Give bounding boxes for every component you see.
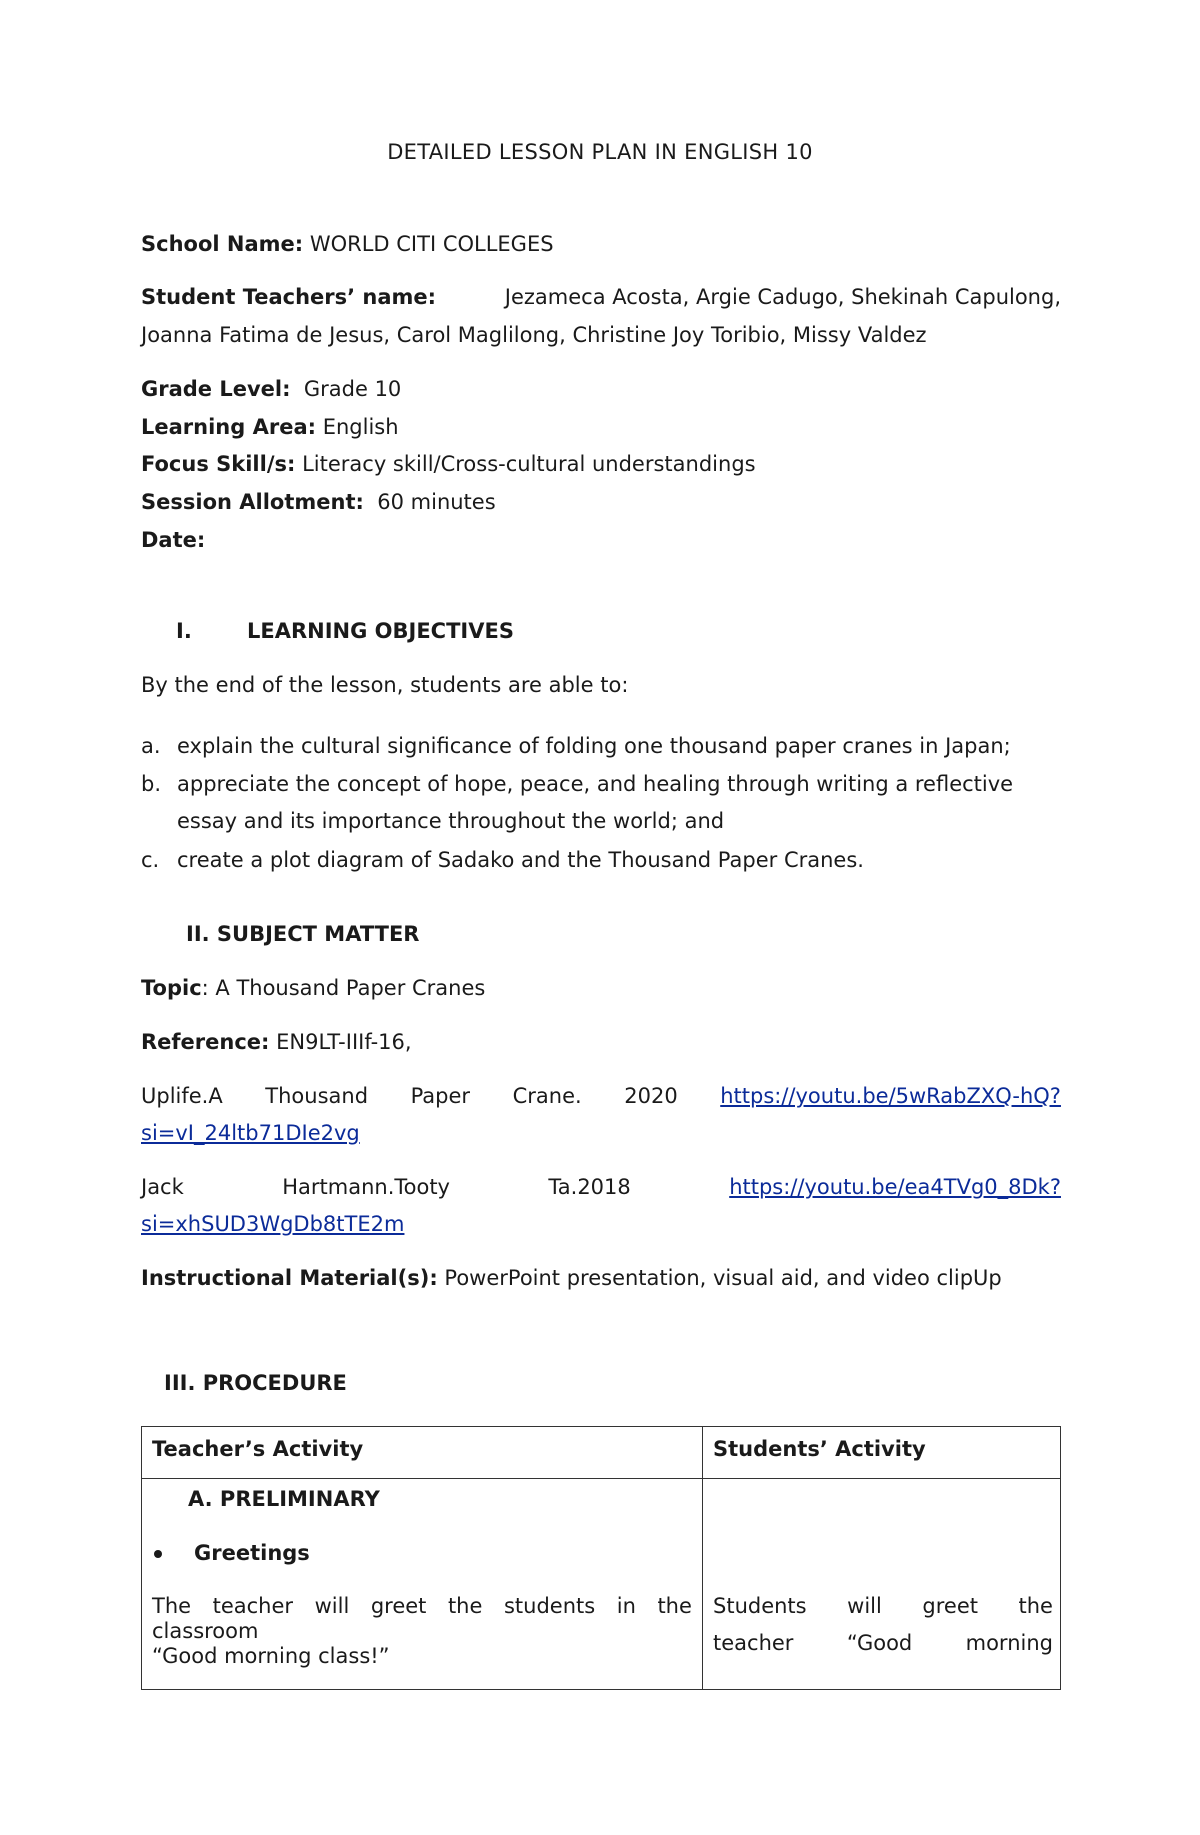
learning-area-line xyxy=(141,415,399,439)
objectives-numeral: I. xyxy=(176,619,192,643)
focus-skill-value: Literacy skill/Cross-cultural understandings xyxy=(302,452,756,476)
ref2-word: Hartmann.Tooty xyxy=(282,1175,450,1199)
subject-matter-heading: II. SUBJECT MATTER xyxy=(186,922,420,946)
teacher-word: in xyxy=(616,1594,636,1618)
greetings-line xyxy=(154,1541,310,1565)
date-line xyxy=(141,528,205,552)
reference-1-line xyxy=(141,1084,1061,1108)
materials-line xyxy=(141,1266,1002,1290)
school-name-label: School Name: xyxy=(141,232,304,256)
topic-line xyxy=(141,976,485,1000)
school-name-line xyxy=(141,232,554,256)
student-teachers-value-1: Jezameca Acosta, Argie Cadugo, Shekinah Capulong, xyxy=(504,285,1061,309)
teacher-word: The xyxy=(152,1594,192,1618)
objectives-intro: By the end of the lesson, students are able to: xyxy=(141,673,629,697)
grade-level-line xyxy=(141,377,401,401)
students-activity-cell xyxy=(703,1479,1061,1690)
reference-line xyxy=(141,1030,412,1054)
reference-1-line-2 xyxy=(141,1121,360,1145)
student-teachers-line xyxy=(141,285,1061,309)
materials-value: PowerPoint presentation, visual aid, and video clipUp xyxy=(444,1266,1002,1290)
student-word: “Good xyxy=(846,1631,913,1655)
topic-label: Topic xyxy=(141,976,202,1000)
student-word: morning xyxy=(965,1631,1053,1655)
teacher-word: greet xyxy=(370,1594,427,1618)
materials-label: Instructional Material(s): xyxy=(141,1266,438,1290)
objective-marker: c. xyxy=(141,848,160,872)
learning-area-label: Learning Area: xyxy=(141,415,317,439)
grade-level-label: Grade Level: xyxy=(141,377,291,401)
reference-2-line xyxy=(141,1175,1061,1199)
date-label: Date: xyxy=(141,528,206,552)
objective-marker: b. xyxy=(141,772,162,796)
objective-text: explain the cultural significance of folding one thousand paper cranes in Japan; xyxy=(177,734,1011,758)
focus-skill-line xyxy=(141,452,756,476)
procedure-heading: III. PROCEDURE xyxy=(164,1371,347,1395)
teacher-text-line-1 xyxy=(152,1594,692,1618)
table-header-row xyxy=(142,1427,1061,1479)
learning-area-value: English xyxy=(322,415,399,439)
session-allotment-label: Session Allotment: xyxy=(141,490,364,514)
student-teachers-value-2: Joanna Fatima de Jesus, Carol Maglilong, Christine Joy Toribio, Missy Valdez xyxy=(141,323,927,347)
procedure-table xyxy=(141,1426,1061,1690)
teacher-word: will xyxy=(314,1594,350,1618)
teacher-activity-cell xyxy=(142,1479,703,1690)
teacher-text-line-2: classroom xyxy=(152,1619,259,1643)
focus-skill-label: Focus Skill/s: xyxy=(141,452,296,476)
objective-text: appreciate the concept of hope, peace, and healing through writing a reflective xyxy=(177,772,1014,796)
objective-text-cont: essay and its importance throughout the world; and xyxy=(177,809,725,833)
student-word: greet xyxy=(922,1594,978,1618)
reference-2-line-2 xyxy=(141,1212,404,1236)
ref1-word: 2020 xyxy=(624,1084,678,1108)
teacher-word: the xyxy=(447,1594,483,1618)
teacher-text-line-3: “Good morning class!” xyxy=(152,1644,390,1668)
student-teachers-label: Student Teachers’ name: xyxy=(141,285,437,309)
ref1-word: Crane. xyxy=(512,1084,582,1108)
student-word: will xyxy=(847,1594,882,1618)
reference-value: EN9LT-IIIf-16, xyxy=(276,1030,412,1054)
objective-text: create a plot diagram of Sadako and the Thousand Paper Cranes. xyxy=(177,848,864,872)
document-title: DETAILED LESSON PLAN IN ENGLISH 10 xyxy=(387,140,813,164)
reference-2-link[interactable]: https://youtu.be/ea4TVg0_8Dk? xyxy=(729,1175,1061,1199)
session-allotment-value: 60 minutes xyxy=(377,490,496,514)
table-header-cell xyxy=(142,1427,703,1479)
ref1-word: Thousand xyxy=(265,1084,369,1108)
topic-value: : A Thousand Paper Cranes xyxy=(201,976,486,1000)
ref2-word: Jack xyxy=(141,1175,184,1199)
teacher-word: students xyxy=(503,1594,596,1618)
reference-1-link-cont[interactable]: si=vI_24ltb71DIe2vg xyxy=(141,1121,360,1145)
session-allotment-line xyxy=(141,490,496,514)
table-header-cell xyxy=(703,1427,1061,1479)
objective-marker: a. xyxy=(141,734,161,758)
column-header-teacher: Teacher’s Activity xyxy=(152,1437,364,1461)
student-text-line-2 xyxy=(713,1631,1053,1655)
ref1-word: Paper xyxy=(410,1084,471,1108)
reference-label: Reference: xyxy=(141,1030,270,1054)
objectives-heading: LEARNING OBJECTIVES xyxy=(247,619,514,643)
student-word: the xyxy=(1018,1594,1053,1618)
student-text-line-1 xyxy=(713,1594,1053,1618)
grade-level-value: Grade 10 xyxy=(303,377,402,401)
reference-1-link[interactable]: https://youtu.be/5wRabZXQ-hQ? xyxy=(720,1084,1061,1108)
student-word: teacher xyxy=(713,1631,794,1655)
teacher-word: teacher xyxy=(212,1594,294,1618)
school-name-value: WORLD CITI COLLEGES xyxy=(309,232,554,256)
ref1-word: Uplife.A xyxy=(141,1084,223,1108)
ref2-word: Ta.2018 xyxy=(548,1175,631,1199)
teacher-word: the xyxy=(657,1594,692,1618)
student-word: Students xyxy=(713,1594,807,1618)
reference-2-link-cont[interactable]: si=xhSUD3WgDb8tTE2m xyxy=(141,1212,405,1236)
table-row xyxy=(142,1479,1061,1690)
column-header-students: Students’ Activity xyxy=(713,1437,926,1461)
preliminary-heading: A. PRELIMINARY xyxy=(188,1487,380,1511)
greetings-label: Greetings xyxy=(194,1541,310,1565)
bullet-icon xyxy=(154,1550,162,1558)
student-teachers-line-2 xyxy=(141,323,927,347)
